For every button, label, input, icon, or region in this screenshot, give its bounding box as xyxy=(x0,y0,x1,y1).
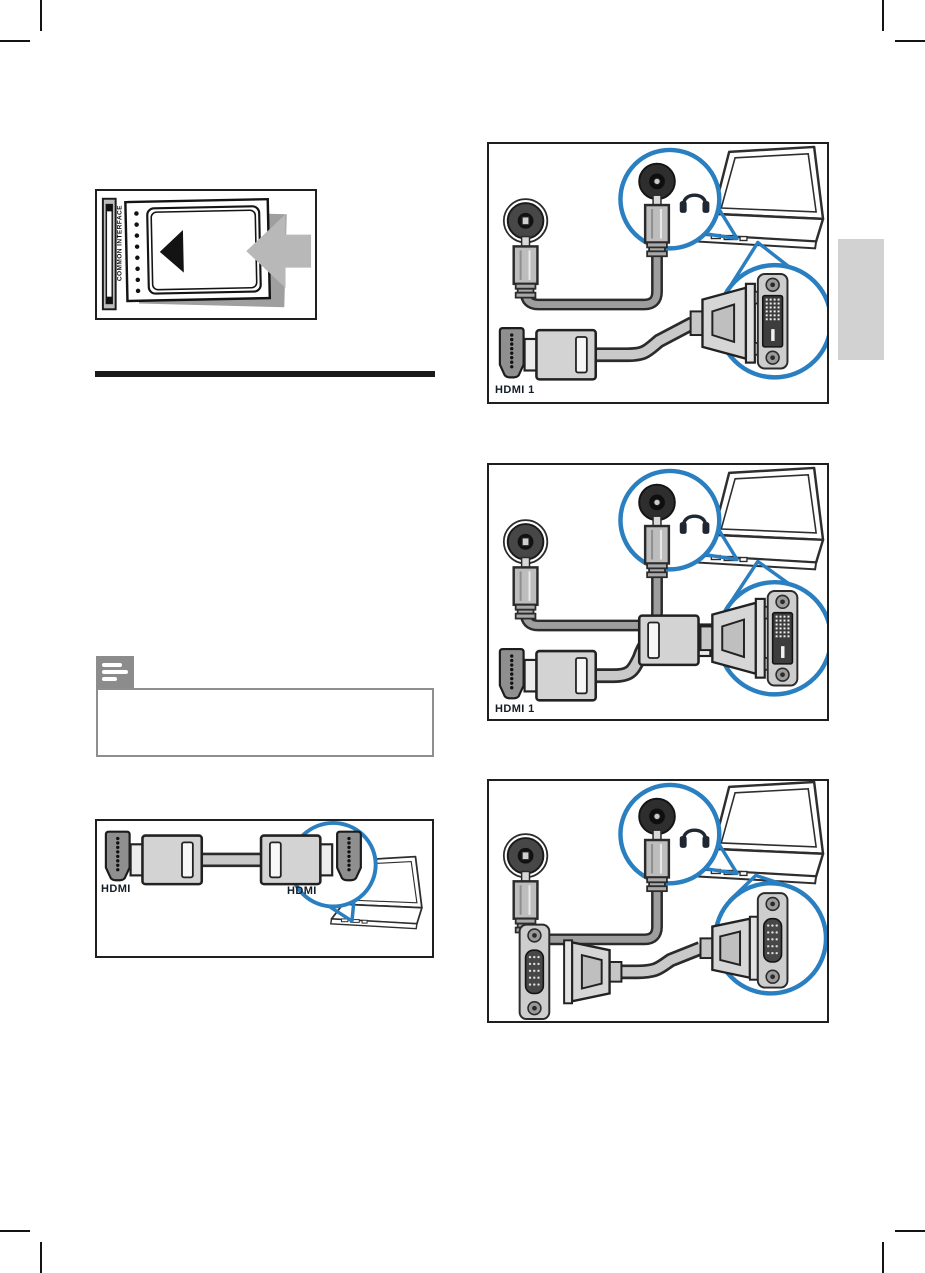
audio-jack xyxy=(514,558,538,619)
vga-socket xyxy=(758,893,788,987)
audio-cable xyxy=(526,575,657,625)
hdmi-port-label: HDMI 1 xyxy=(495,703,535,715)
dvi-socket xyxy=(768,591,798,686)
hdmi-socket xyxy=(337,832,361,881)
ci-card-illustration xyxy=(97,191,315,318)
pc-vga-illustration xyxy=(489,781,827,1021)
ci-card-figure xyxy=(95,189,317,320)
audio-cable xyxy=(526,254,657,304)
hdmi-cable-figure xyxy=(95,819,434,958)
crop-mark xyxy=(0,1230,30,1232)
hdmi-socket xyxy=(106,832,130,881)
chapter-tab xyxy=(838,239,884,360)
hdmi-port-label: HDMI xyxy=(287,885,317,897)
audio-port xyxy=(639,164,675,199)
pc-hdmi-adapter-figure xyxy=(487,463,829,721)
hdmi-plug xyxy=(131,836,202,885)
audio-jack xyxy=(514,871,538,932)
note-box xyxy=(96,688,434,757)
pc-hdmi-dvi-figure xyxy=(487,142,829,404)
crop-mark xyxy=(895,40,925,42)
hdmi-socket xyxy=(500,649,524,698)
audio-jack xyxy=(645,195,669,256)
dvi-plug xyxy=(691,284,764,363)
pc-vga-figure xyxy=(487,779,829,1023)
audio-port xyxy=(639,799,675,834)
common-interface-label: COMMON INTERFACE xyxy=(116,205,124,282)
crop-mark xyxy=(0,40,30,42)
hdmi-plug xyxy=(261,836,332,885)
audio-port xyxy=(639,485,675,520)
hdmi-port-label: HDMI xyxy=(101,883,131,895)
pc-hdmi-adapter-illustration xyxy=(489,465,827,719)
hdmi-socket xyxy=(500,328,524,377)
vga-plug xyxy=(700,917,757,980)
audio-jack xyxy=(645,516,669,577)
crop-mark xyxy=(40,1242,42,1273)
dvi-socket xyxy=(758,274,788,369)
crop-mark xyxy=(882,1242,884,1273)
hdmi-dvi-adapter xyxy=(700,599,773,678)
crop-mark xyxy=(882,0,884,31)
hdmi-plug xyxy=(525,330,596,379)
vga-socket xyxy=(520,925,550,1019)
pc-hdmi-dvi-illustration xyxy=(489,144,827,402)
hdmi-cable-illustration xyxy=(97,821,432,956)
vga-plug xyxy=(564,940,621,1003)
note-icon xyxy=(96,656,134,688)
hdmi-port-label: HDMI 1 xyxy=(495,384,535,396)
hdmi-plug xyxy=(525,651,596,700)
audio-jack xyxy=(645,830,669,891)
audio-jack xyxy=(514,237,538,298)
crop-mark xyxy=(40,0,42,31)
section-divider xyxy=(95,371,435,377)
crop-mark xyxy=(895,1230,925,1232)
